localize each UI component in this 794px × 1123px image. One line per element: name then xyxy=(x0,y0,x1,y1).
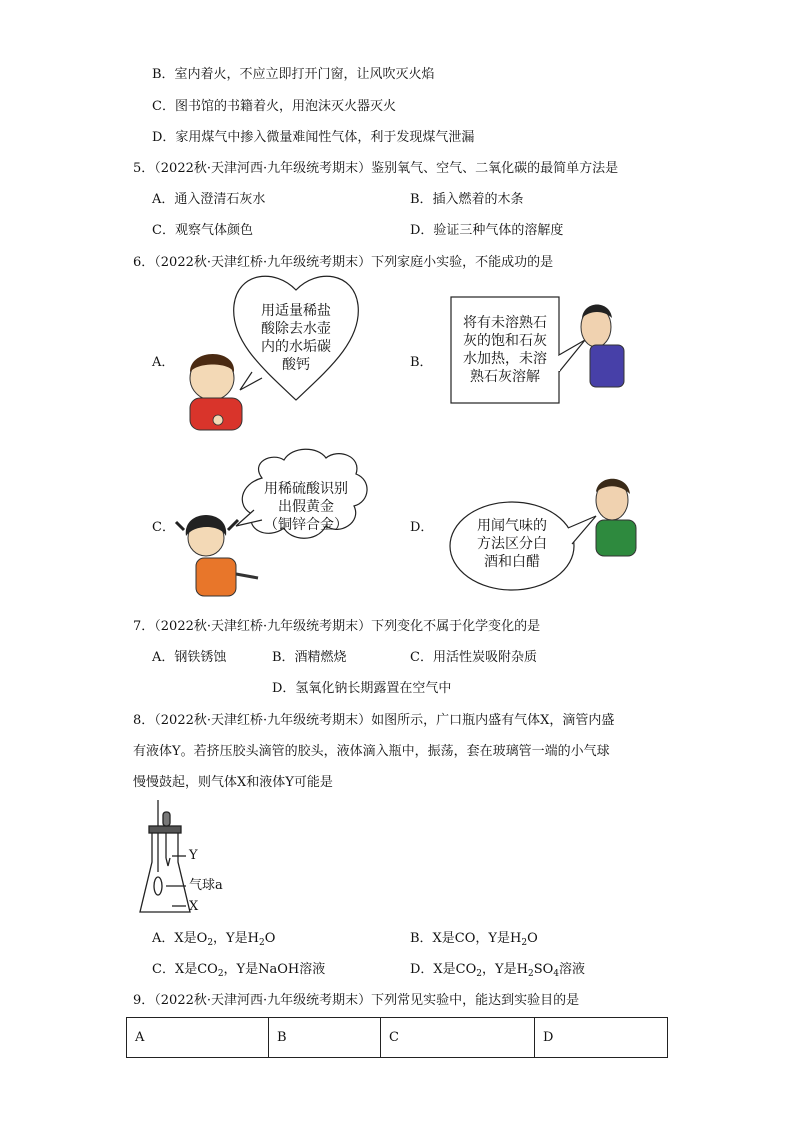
q6-option-c-label: C． xyxy=(152,520,175,535)
q5-option-c: C．观察气体颜色 xyxy=(152,223,253,238)
boy-figure-a xyxy=(190,354,242,430)
q7-stem: 7．（2022秋·天津红桥·九年级统考期末）下列变化不属于化学变化的是 xyxy=(133,619,541,634)
q7-option-c: C．用活性炭吸附杂质 xyxy=(410,650,537,665)
q8-option-c: C．X是$CO_2$，Y是NaOH溶液 xyxy=(152,962,326,979)
q8-label-balloon: 气球a xyxy=(189,878,223,893)
table-cell-b: B xyxy=(269,1018,381,1058)
q6-option-b-label: B． xyxy=(410,355,433,370)
q6-option-d-label: D． xyxy=(410,520,434,535)
q7-option-b: B．酒精燃烧 xyxy=(272,650,347,665)
boy-figure-d xyxy=(596,479,636,556)
q4-option-b: B．室内着火，不应立即打开门窗，让风吹灭火焰 xyxy=(152,67,435,82)
q4-option-c: C．图书馆的书籍着火，用泡沫灭火器灭火 xyxy=(152,99,396,114)
table-cell-d: D xyxy=(535,1018,668,1058)
q8-label-x: X xyxy=(189,899,199,914)
table-cell-a: A xyxy=(127,1018,269,1058)
q8-option-b: B．X是CO，Y是$H_2O$ xyxy=(410,931,538,948)
q4-option-d: D．家用煤气中掺入微量难闻性气体，利于发现煤气泄漏 xyxy=(152,130,475,145)
q8-stem-line3: 慢慢鼓起，则气体X和液体Y可能是 xyxy=(133,775,333,790)
q7-option-d: D．氢氧化钠长期露置在空气中 xyxy=(272,681,452,696)
q8-option-a: A．X是$O_2$，Y是$H_2O$ xyxy=(152,931,276,948)
q5-option-a: A．通入澄清石灰水 xyxy=(152,192,266,207)
q6-option-a-label: A． xyxy=(152,355,175,370)
q6-stem: 6．（2022秋·天津红桥·九年级统考期末）下列家庭小实验，不能成功的是 xyxy=(133,255,554,270)
q5-option-d: D．验证三种气体的溶解度 xyxy=(410,223,564,238)
q8-option-d: D．X是$CO_2$，Y是$H_2SO_4$溶液 xyxy=(410,962,586,979)
girl-figure-c xyxy=(176,515,258,596)
q6-bubble-a-text: 用适量稀盐 酸除去水壶 内的水垢碳 酸钙 xyxy=(261,303,331,373)
q8-stem-line1: 8．（2022秋·天津红桥·九年级统考期末）如图所示，广口瓶内盛有气体X，滴管内盛 xyxy=(133,713,615,728)
man-figure-b xyxy=(581,305,624,388)
q6-bubble-b-text: 将有未溶熟石 灰的饱和石灰 水加热，未溶 熟石灰溶解 xyxy=(463,315,547,385)
q8-stem-line2: 有液体Y。若挤压胶头滴管的胶头，液体滴入瓶中，振荡，套在玻璃管一端的小气球 xyxy=(133,744,610,759)
flask-apparatus xyxy=(140,800,190,912)
q8-label-y: Y xyxy=(189,848,198,863)
q7-option-a: A．钢铁锈蚀 xyxy=(152,650,227,665)
q9-answer-table xyxy=(126,1017,668,1058)
q9-stem: 9．（2022秋·天津河西·九年级统考期末）下列常见实验中，能达到实验目的是 xyxy=(133,993,580,1008)
table-row xyxy=(127,1018,668,1058)
q6-bubble-c-text: 用稀硫酸识别 出假黄金 （铜锌合金） xyxy=(264,481,348,533)
q6-bubble-d-text: 用闻气味的 方法区分白 酒和白醋 xyxy=(477,518,547,570)
q5-option-b: B．插入燃着的木条 xyxy=(410,192,524,207)
table-cell-c: C xyxy=(381,1018,535,1058)
q5-stem: 5．（2022秋·天津河西·九年级统考期末）鉴别氧气、空气、二氧化碳的最简单方法是 xyxy=(133,161,619,176)
